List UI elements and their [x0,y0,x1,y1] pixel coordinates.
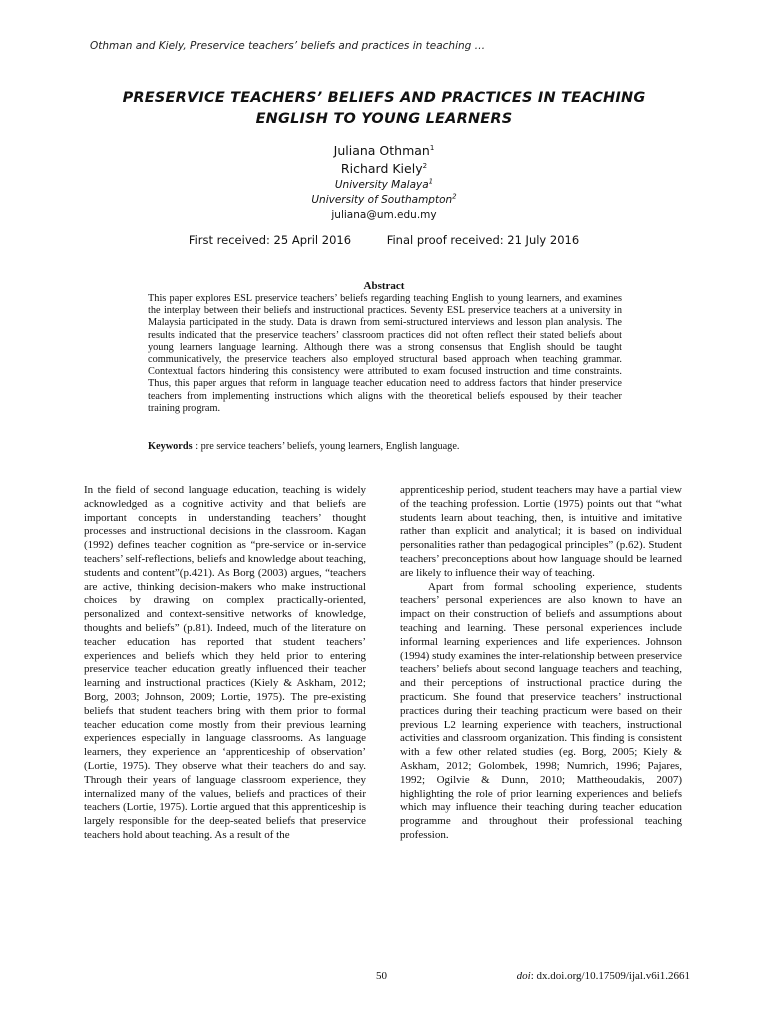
page-number: 50 [376,970,387,982]
final-proof-received: Final proof received: 21 July 2016 [386,233,580,247]
paper-title [60,88,708,130]
author-email[interactable]: juliana@um.edu.my [331,209,437,221]
keywords-text: : pre service teachers’ beliefs, young learners, English language. [195,441,460,452]
affiliation-2: University of Southampton$^2$ [311,192,457,206]
author-block [0,142,768,223]
first-received: First received: 25 April 2016 [188,233,352,247]
body-paragraph: In the field of second language education, teaching is widely acknowledged as a cognitive activity and that beliefs are important concepts in understanding teachers’ thought processes and instructional decisions in the classroom. Kagan (1992) defines teacher cognition as “pre-service or in-service teachers’ self-reflections, beliefs and knowledge about teaching, students and content”(p.421). As Borg (2003) argues, “teachers are active, thinking decision-makers who make instructional choices by drawing on complex practically-oriented, personalized and context-sensitive networks of knowledge, thoughts and beliefs” (p.81). Indeed, much of the literature on teacher education has reported that student teachers’ experiences and beliefs which they held prior to entering preservice teacher education greatly influenced their teacher learning and instructional practices (Kiely & Askham, 2012; Borg, 2003; Johnson, 2009; Lortie, 1975). The pre-existing beliefs that student teachers bring with them prior to formal teacher education come mostly from their previous learning experiences especially in language classrooms. As language learners, they experience an ‘apprenticeship of observation’ (Lortie, 1975). They observe what their teachers do and say. Through their years of language classroom experience, they internalized many of the values, beliefs and practices of their teachers (Lortie, 1975). Lortie argued that this apprenticeship is largely responsible for the deep-seated beliefs that preservice teachers hold about teaching. As a result of the [84,484,367,841]
received-dates [0,233,768,247]
title-line-1: PRESERVICE TEACHERS’ BELIEFS AND PRACTICES IN TEACHING [122,90,646,106]
doi-footer[interactable] [472,970,690,982]
abstract-text: This paper explores ESL preservice teachers’ beliefs regarding teaching English to young learners, and examines the interplay between their beliefs and instructional practices. Seventy ESL preservice teachers at a university in Malaysia participated in the study. Data is drawn from semi-structured interviews and lesson plan analysis. The results indicated that the preservice teachers’ classroom practices did not often reflect their stated beliefs about young learners language learning. Although there was a strong consensus that English should be taught communicatively, the preservice teachers also employed structural based approach when teaching grammar. Contextual factors hindering this consistency were attributed to exam focused instruction and time constraints. Thus, this paper argues that reform in language teacher education need to address factors that hinder preservice teachers from implementing instructions which aligns with the theoretical beliefs espoused by their teacher training program. [148,293,622,414]
title-line-2: ENGLISH TO YOUNG LEARNERS [255,111,513,127]
doi-label: doi [516,970,531,982]
keywords-label: Keywords [148,441,193,452]
affiliation-1: University Malaya$^1$ [334,177,434,191]
keywords [148,441,622,452]
author-1: Juliana Othman$^1$ [333,143,435,158]
body-column-left [84,484,366,843]
doi-value[interactable]: : dx.doi.org/10.17509/ijal.v6i1.2661 [530,970,690,982]
body-column-right [400,484,682,843]
body-paragraph: Apart from formal schooling experience, students teachers’ personal experiences are also known to have an impact on their construction of beliefs and assumptions about teaching and learning. These personal experiences include informal learning experiences and life experiences. Johnson (1994) study examines the inter-relationship between preservice teachers’ beliefs about second language teachers and teaching, and their perceptions of instructional practice during the practicum. She found that preservice teachers’ instructional practices during their teaching practicum were based on their previous L2 learning experience with teachers, instructional activities and classroom organization. This finding is consistent with a few other related studies (eg. Borg, 2005; Kiely & Askham, 2012; Golombek, 1998; Numrich, 1996; Pajares, 1992; Ogilvie & Dunn, 2010; Mattheoudakis, 2007) highlighting the role of prior learning experiences and beliefs which may influence their teaching during teacher education programme and throughout their professional teaching profession. [400,580,683,841]
body-paragraph: apprenticeship period, student teachers may have a partial view of the teaching profession. Lortie (1975) points out that “what students learn about teaching, then, is intuitive and imitative rather than explicit and analytical; it is based on individual personalities rather than pedagogical principles” (p.62). Student teachers’ preconceptions about how language should be learned are likely to influence their way of teaching. [400,484,682,579]
author-2: Richard Kiely$^2$ [340,161,428,176]
running-head: Othman and Kiely, Preservice teachers’ beliefs and practices in teaching … [90,40,486,52]
abstract-heading: Abstract [363,280,405,292]
